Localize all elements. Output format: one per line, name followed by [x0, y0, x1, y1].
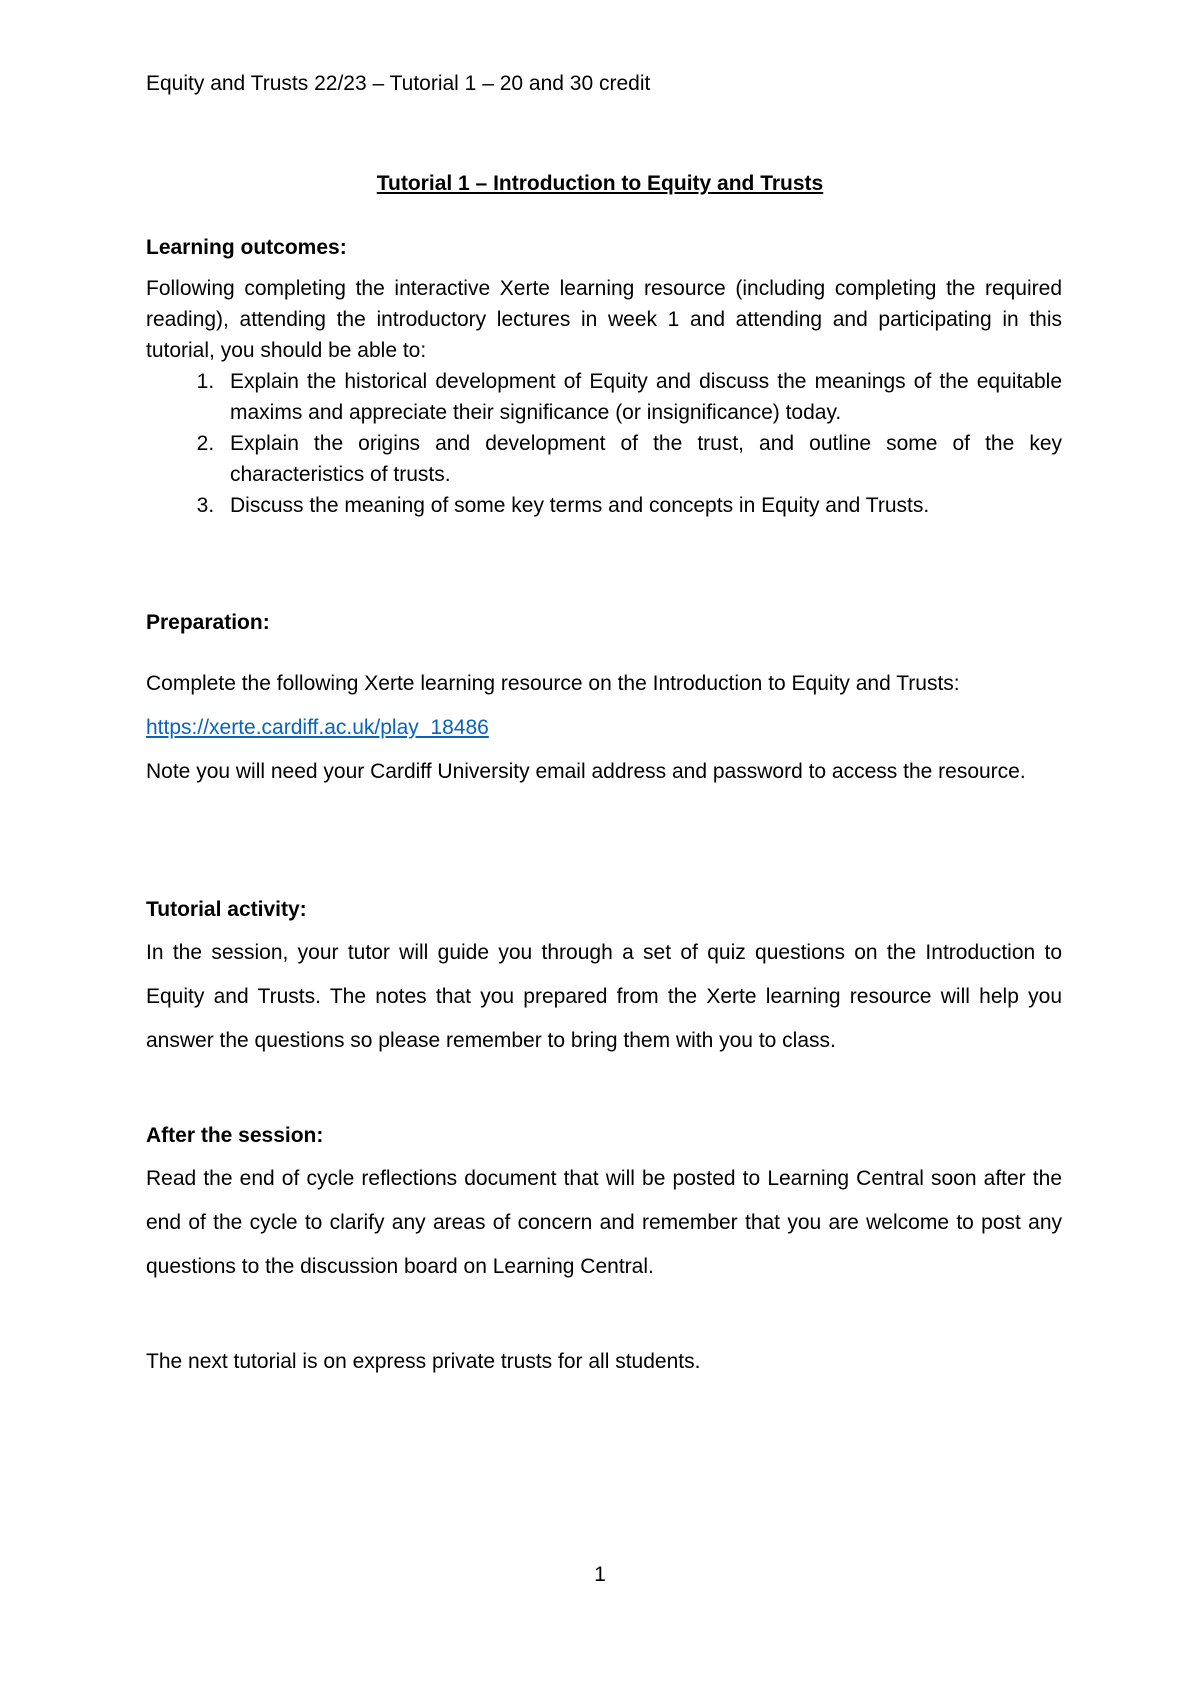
- page-number: 1: [594, 1563, 606, 1586]
- learning-outcomes-section: [146, 232, 1062, 521]
- list-item: 3. Discuss the meaning of some key terms and concepts in Equity and Trusts.: [220, 490, 1062, 521]
- after-session-text: Read the end of cycle reflections document that will be posted to Learning Central soon after the end of the cycle to clarify any areas of concern and remember that you are welcome to post any questions to the discussion board on Learning Central.: [146, 1167, 1062, 1278]
- next-tutorial-text: The next tutorial is on express private trusts for all students.: [146, 1350, 701, 1373]
- after-session-section: [146, 1119, 1062, 1289]
- tutorial-activity-section: [146, 893, 1062, 1063]
- xerte-resource-link[interactable]: https://xerte.cardiff.ac.uk/play_18486: [146, 716, 489, 739]
- page-title: Tutorial 1 – Introduction to Equity and Trusts: [376, 172, 824, 195]
- preparation-section: [146, 606, 1062, 794]
- list-item: 1. Explain the historical development of Equity and discuss the meanings of the equitable maxims and appreciate their significance (or insignificance) today.: [220, 366, 1062, 428]
- preparation-text: Complete the following Xerte learning resource on the Introduction to Equity and Trusts:: [146, 672, 960, 695]
- after-session-heading: After the session:: [146, 1124, 324, 1147]
- page-header: Equity and Trusts 22/23 – Tutorial 1 – 20 and 30 credit: [146, 72, 651, 95]
- preparation-heading: Preparation:: [146, 611, 270, 634]
- list-item: 2. Explain the origins and development of the trust, and outline some of the key characteristics of trusts.: [220, 428, 1062, 490]
- tutorial-activity-heading: Tutorial activity:: [146, 898, 307, 921]
- learning-outcomes-heading: Learning outcomes:: [146, 236, 347, 259]
- learning-outcomes-intro: Following completing the interactive Xerte learning resource (including completing the required reading), attending the introductory lectures in week 1 and attending and participating in this tutorial, you should be able to:: [146, 277, 1062, 362]
- learning-outcomes-list: [146, 366, 1062, 521]
- preparation-note: Note you will need your Cardiff University email address and password to access the resource.: [146, 760, 1026, 783]
- tutorial-activity-text: In the session, your tutor will guide you through a set of quiz questions on the Introduction to Equity and Trusts. The notes that you prepared from the Xerte learning resource will help you answer the questions so please remember to bring them with you to class.: [146, 941, 1062, 1052]
